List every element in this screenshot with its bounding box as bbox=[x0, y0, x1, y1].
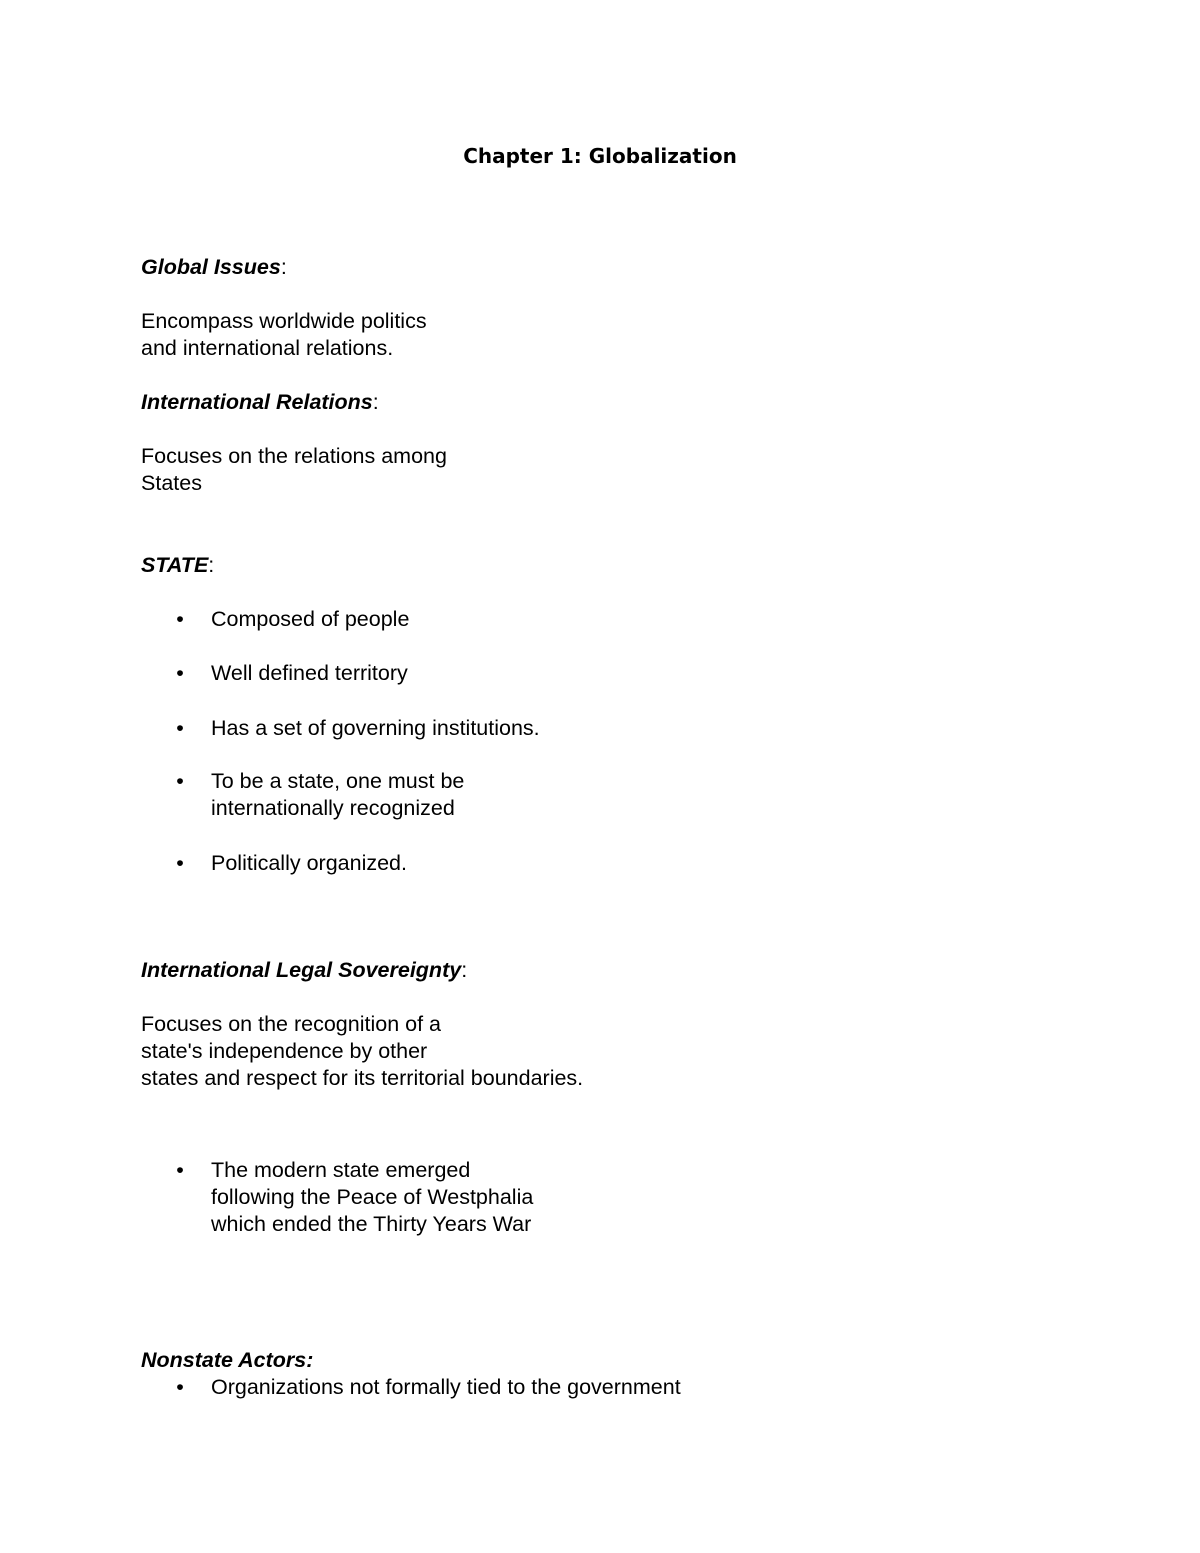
heading-text: International Legal Sovereignty bbox=[141, 958, 462, 982]
bullet-icon: • bbox=[176, 1375, 184, 1399]
global-issues-paragraph: Encompass worldwide politics and international relations. bbox=[141, 309, 427, 360]
bullet-icon: • bbox=[176, 769, 184, 793]
international-relations-heading: International Relations: bbox=[141, 390, 379, 414]
heading-text: Nonstate Actors: bbox=[141, 1348, 314, 1372]
legal-sovereignty-heading: International Legal Sovereignty: bbox=[141, 958, 468, 982]
bullet-icon: • bbox=[176, 607, 184, 631]
international-relations-paragraph: Focuses on the relations among States bbox=[141, 444, 447, 495]
bullet-icon: • bbox=[176, 1158, 184, 1182]
heading-text: STATE bbox=[141, 553, 209, 577]
global-issues-heading: Global Issues: bbox=[141, 255, 287, 279]
bullet-icon: • bbox=[176, 851, 184, 875]
state-heading: STATE: bbox=[141, 553, 215, 577]
page-title: Chapter 1: Globalization bbox=[463, 144, 737, 168]
nonstate-actors-heading bbox=[141, 1347, 313, 1374]
legal-sovereignty-paragraph: Focuses on the recognition of a state's independence by other states and respect for its territorial boundaries. bbox=[141, 1012, 584, 1090]
bullet-icon: • bbox=[176, 661, 184, 685]
heading-text: International Relations bbox=[141, 390, 373, 414]
bullet-icon: • bbox=[176, 716, 184, 740]
heading-text: Global Issues bbox=[141, 255, 281, 279]
